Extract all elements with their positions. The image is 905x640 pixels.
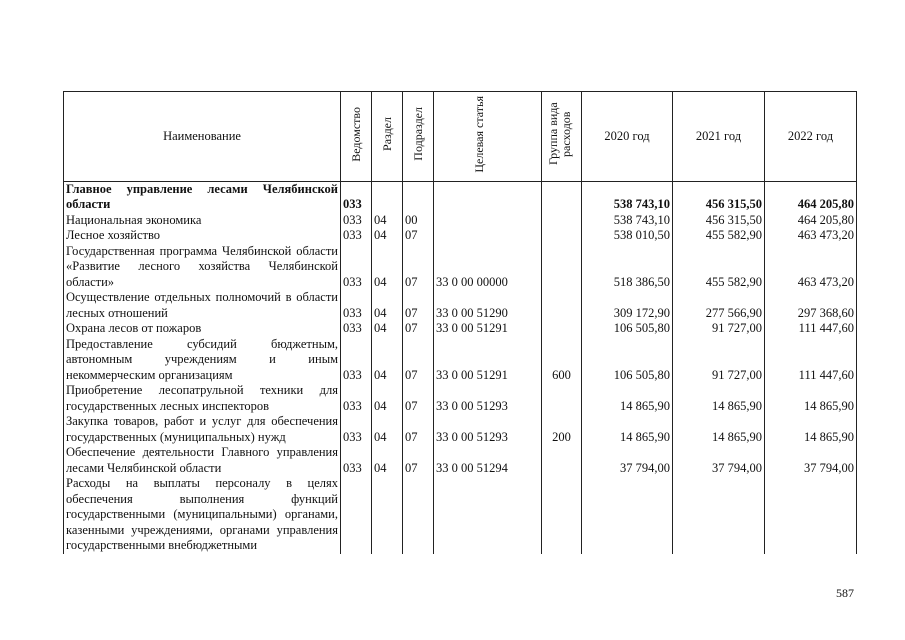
row-name: Государственная программа Челябинской области «Развитие лесного хозяйства Челябинской области» [64, 244, 341, 291]
row-group [542, 290, 582, 321]
row-target: 33 0 00 00000 [434, 244, 542, 291]
row-dept: 033 [341, 228, 372, 244]
row-subsection: 07 [403, 414, 434, 445]
header-name: Наименование [64, 92, 341, 182]
table-row [64, 181, 857, 213]
row-target: 33 0 00 51293 [434, 414, 542, 445]
row-subsection: 07 [403, 383, 434, 414]
row-name: Обеспечение деятельности Главного управления лесами Челябинской области [64, 445, 341, 476]
row-value-2021: 91 727,00 [673, 337, 765, 384]
row-target: 33 0 00 51291 [434, 337, 542, 384]
row-section [372, 476, 403, 554]
table-row [64, 244, 857, 291]
row-section: 04 [372, 414, 403, 445]
budget-table [63, 91, 857, 554]
table-row [64, 213, 857, 229]
row-group [542, 383, 582, 414]
row-target: 33 0 00 51294 [434, 445, 542, 476]
row-target: 33 0 00 51293 [434, 383, 542, 414]
row-value-2022: 14 865,90 [765, 414, 857, 445]
table-row [64, 476, 857, 554]
row-group [542, 321, 582, 337]
row-group [542, 244, 582, 291]
row-group: 200 [542, 414, 582, 445]
row-section: 04 [372, 213, 403, 229]
row-group [542, 445, 582, 476]
row-target [434, 476, 542, 554]
row-value-2022: 111 447,60 [765, 321, 857, 337]
row-subsection [403, 181, 434, 213]
row-value-2022 [765, 476, 857, 554]
row-dept: 033 [341, 337, 372, 384]
row-target [434, 181, 542, 213]
row-target [434, 228, 542, 244]
row-value-2021: 14 865,90 [673, 383, 765, 414]
row-name: Закупка товаров, работ и услуг для обеспечения государственных (муниципальных) нужд [64, 414, 341, 445]
table-row [64, 414, 857, 445]
row-value-2020: 14 865,90 [582, 414, 673, 445]
header-section: Раздел [379, 117, 394, 151]
row-value-2022: 111 447,60 [765, 337, 857, 384]
row-value-2021: 14 865,90 [673, 414, 765, 445]
row-section: 04 [372, 228, 403, 244]
table-row [64, 445, 857, 476]
page-number: 587 [836, 586, 854, 600]
row-name: Лесное хозяйство [64, 228, 341, 244]
row-value-2020: 14 865,90 [582, 383, 673, 414]
table-row [64, 337, 857, 384]
row-subsection: 00 [403, 213, 434, 229]
table-row [64, 321, 857, 337]
row-section: 04 [372, 321, 403, 337]
row-subsection: 07 [403, 445, 434, 476]
row-target: 33 0 00 51291 [434, 321, 542, 337]
row-group [542, 228, 582, 244]
row-subsection: 07 [403, 290, 434, 321]
row-subsection: 07 [403, 321, 434, 337]
row-value-2021: 455 582,90 [673, 244, 765, 291]
row-name: Приобретение лесопатрульной техники для государственных лесных инспекторов [64, 383, 341, 414]
row-name: Национальная экономика [64, 213, 341, 229]
row-section [372, 181, 403, 213]
row-value-2020 [582, 476, 673, 554]
row-name: Осуществление отдельных полномочий в области лесных отношений [64, 290, 341, 321]
header-2021: 2021 год [673, 92, 765, 182]
row-target [434, 213, 542, 229]
row-value-2020: 309 172,90 [582, 290, 673, 321]
table-row [64, 228, 857, 244]
header-target: Целевая статья [471, 95, 486, 173]
row-value-2020: 538 743,10 [582, 213, 673, 229]
row-section: 04 [372, 244, 403, 291]
row-dept: 033 [341, 321, 372, 337]
header-2022: 2022 год [765, 92, 857, 182]
table-row [64, 290, 857, 321]
row-value-2021: 456 315,50 [673, 181, 765, 213]
row-subsection: 07 [403, 244, 434, 291]
row-value-2021: 91 727,00 [673, 321, 765, 337]
row-value-2022: 37 794,00 [765, 445, 857, 476]
row-section: 04 [372, 290, 403, 321]
row-section: 04 [372, 383, 403, 414]
row-dept: 033 [341, 181, 372, 213]
row-value-2021: 277 566,90 [673, 290, 765, 321]
table-row [64, 383, 857, 414]
row-section: 04 [372, 445, 403, 476]
row-subsection [403, 476, 434, 554]
row-value-2020: 106 505,80 [582, 321, 673, 337]
row-value-2021: 37 794,00 [673, 445, 765, 476]
row-value-2021: 456 315,50 [673, 213, 765, 229]
row-value-2022: 463 473,20 [765, 244, 857, 291]
table-header-row [64, 92, 857, 182]
header-subsection: Подраздел [410, 107, 425, 161]
row-name: Предоставление субсидий бюджетным, автономным учреждениям и иным некоммерческим организациям [64, 337, 341, 384]
row-dept: 033 [341, 445, 372, 476]
row-value-2022: 464 205,80 [765, 181, 857, 213]
row-value-2022: 297 368,60 [765, 290, 857, 321]
row-group [542, 181, 582, 213]
row-group [542, 213, 582, 229]
row-name: Охрана лесов от пожаров [64, 321, 341, 337]
row-group [542, 476, 582, 554]
row-dept: 033 [341, 383, 372, 414]
row-dept: 033 [341, 290, 372, 321]
row-name: Расходы на выплаты персоналу в целях обеспечения выполнения функций государственными (муниципальными) органами, казенными учреждениями, органами управления государственными внебюджетными [64, 476, 341, 554]
row-group: 600 [542, 337, 582, 384]
row-value-2022: 14 865,90 [765, 383, 857, 414]
header-2020: 2020 год [582, 92, 673, 182]
row-subsection: 07 [403, 337, 434, 384]
row-value-2020: 37 794,00 [582, 445, 673, 476]
row-value-2022: 463 473,20 [765, 228, 857, 244]
row-value-2022: 464 205,80 [765, 213, 857, 229]
row-value-2020: 106 505,80 [582, 337, 673, 384]
header-group: Группа вида расходов [545, 102, 573, 166]
row-dept: 033 [341, 213, 372, 229]
row-section: 04 [372, 337, 403, 384]
row-dept: 033 [341, 244, 372, 291]
row-value-2020: 518 386,50 [582, 244, 673, 291]
table-body [64, 181, 857, 554]
row-dept [341, 476, 372, 554]
row-dept: 033 [341, 414, 372, 445]
row-value-2020: 538 743,10 [582, 181, 673, 213]
row-name: Главное управление лесами Челябинской области [64, 181, 341, 213]
row-value-2021 [673, 476, 765, 554]
row-value-2020: 538 010,50 [582, 228, 673, 244]
row-target: 33 0 00 51290 [434, 290, 542, 321]
header-dept: Ведомство [348, 106, 363, 162]
row-value-2021: 455 582,90 [673, 228, 765, 244]
row-subsection: 07 [403, 228, 434, 244]
